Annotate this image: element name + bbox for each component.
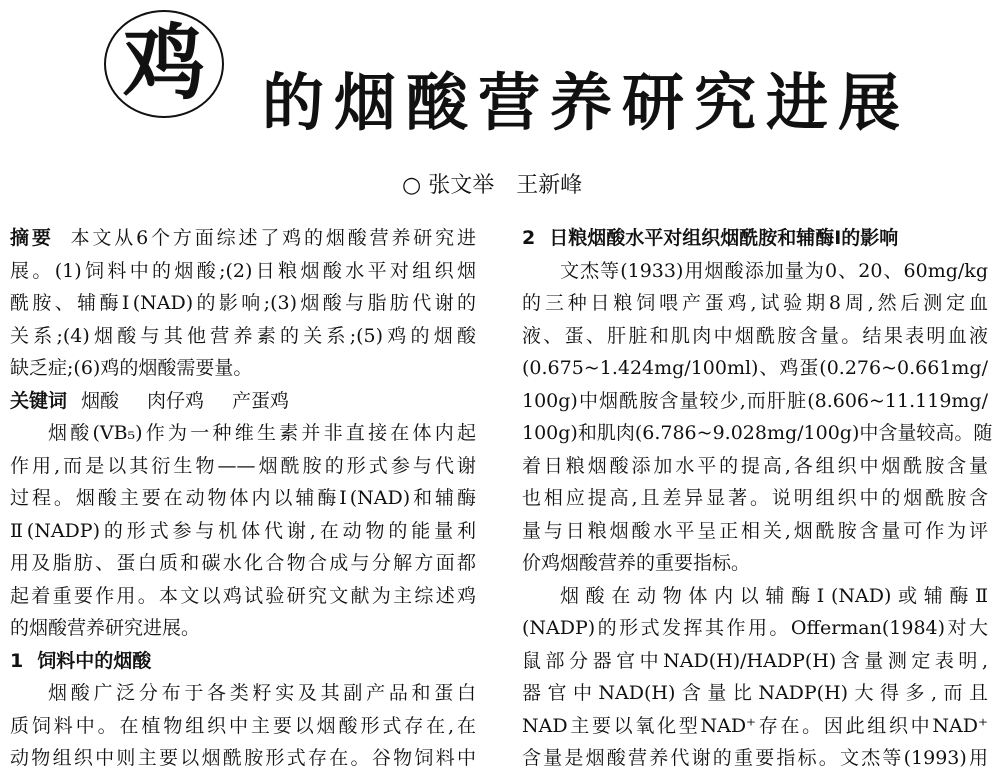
abstract-line: 摘要 本文从6个方面综述了鸡的烟酸营养研究进 <box>10 227 476 249</box>
body-line: 烟酸(VB₅)作为一种维生素并非直接在体内起 <box>48 422 476 444</box>
keyword: 产蛋鸡 <box>232 389 290 412</box>
right-column <box>522 222 993 775</box>
body-line: (NADP)的形式发挥其作用。Offerman(1984)对大 <box>522 617 988 639</box>
body-line: 文杰等(1933)用烟酸添加量为0、20、60mg/kg <box>560 259 988 282</box>
abstract-line: 缺乏症;(6)鸡的烟酸需要量。 <box>10 357 253 379</box>
body-line: 也相应提高,且差异显著。说明组织中的烟酰胺含 <box>522 487 988 509</box>
body-line: 含量是烟酸营养代谢的重要指标。文杰等(1993)用 <box>522 747 988 769</box>
abstract-line: 关系;(4)烟酸与其他营养素的关系;(5)鸡的烟酸 <box>10 324 476 347</box>
body-line: 器官中NAD(H)含量比NADP(H)大得多,而且 <box>522 682 988 704</box>
article-header <box>0 0 996 210</box>
body-line: NAD主要以氧化型NAD⁺存在。因此组织中NAD⁺ <box>522 714 988 737</box>
keywords-line <box>10 385 476 418</box>
body-line: 动物组织中则主要以烟酰胺形式存在。谷物饲料中 <box>10 747 476 769</box>
abstract-line: 酰胺、辅酶Ⅰ(NAD)的影响;(3)烟酸与脂肪代谢的 <box>10 292 476 314</box>
body-line: Ⅱ(NADP)的形式参与机体代谢,在动物的能量利 <box>10 519 476 542</box>
body-line: 100g)和肌肉(6.786~9.028mg/100g)中含量较高。随 <box>522 422 993 444</box>
abstract-label: 摘要 <box>10 227 54 249</box>
title-badge <box>104 10 224 118</box>
keywords-label: 关键词 <box>10 389 68 412</box>
body-line: 烟酸广泛分布于各类籽实及其副产品和蛋白 <box>48 682 476 704</box>
body-line: 100g)中烟酰胺含量较少,而肝脏(8.606~11.119mg/ <box>522 389 988 412</box>
section-1-heading: 1 饲料中的烟酸 <box>10 649 152 672</box>
body-line: 鼠部分器官中NAD(H)/HADP(H)含量测定表明, <box>522 649 988 672</box>
body-line: 液、蛋、肝脏和肌肉中烟酰胺含量。结果表明血液 <box>522 324 988 347</box>
section-2-heading: 2 日粮烟酸水平对组织烟酰胺和辅酶Ⅰ的影响 <box>522 227 899 249</box>
body-line: 作用,而是以其衍生物——烟酰胺的形式参与代谢 <box>10 454 476 477</box>
author-line: ○ 张文举 王新峰 <box>402 173 583 198</box>
keyword: 烟酸 <box>81 389 120 412</box>
body-line: 烟酸在动物体内以辅酶Ⅰ(NAD)或辅酶Ⅱ <box>560 584 988 607</box>
body-line: 的三种日粮饲喂产蛋鸡,试验期8周,然后测定血 <box>522 292 988 314</box>
body-line: 用及脂肪、蛋白质和碳水化合物合成与分解方面都 <box>10 552 476 574</box>
left-column <box>10 222 476 775</box>
body-line: 量与日粮烟酸水平呈正相关,烟酰胺含量可作为评 <box>522 519 988 542</box>
body-line: 起着重要作用。本文以鸡试验研究文献为主综述鸡 <box>10 584 476 607</box>
badge-char: 鸡 <box>122 16 205 111</box>
body-line: 过程。烟酸主要在动物体内以辅酶Ⅰ(NAD)和辅酶 <box>10 487 476 509</box>
body-line: 价鸡烟酸营养的重要指标。 <box>522 552 751 574</box>
body-line: 的烟酸营养研究进展。 <box>10 617 201 639</box>
body-line: (0.675~1.424mg/100ml)、鸡蛋(0.276~0.661mg/ <box>522 357 988 379</box>
body-line: 着日粮烟酸添加水平的提高,各组织中烟酰胺含量 <box>522 454 988 477</box>
abstract-line: 展。(1)饲料中的烟酸;(2)日粮烟酸水平对组织烟 <box>10 259 476 282</box>
body-line: 质饲料中。在植物组织中主要以烟酸形式存在,在 <box>10 714 476 737</box>
article-title: 的烟酸营养研究进展 <box>262 66 911 139</box>
keyword: 肉仔鸡 <box>147 389 205 412</box>
